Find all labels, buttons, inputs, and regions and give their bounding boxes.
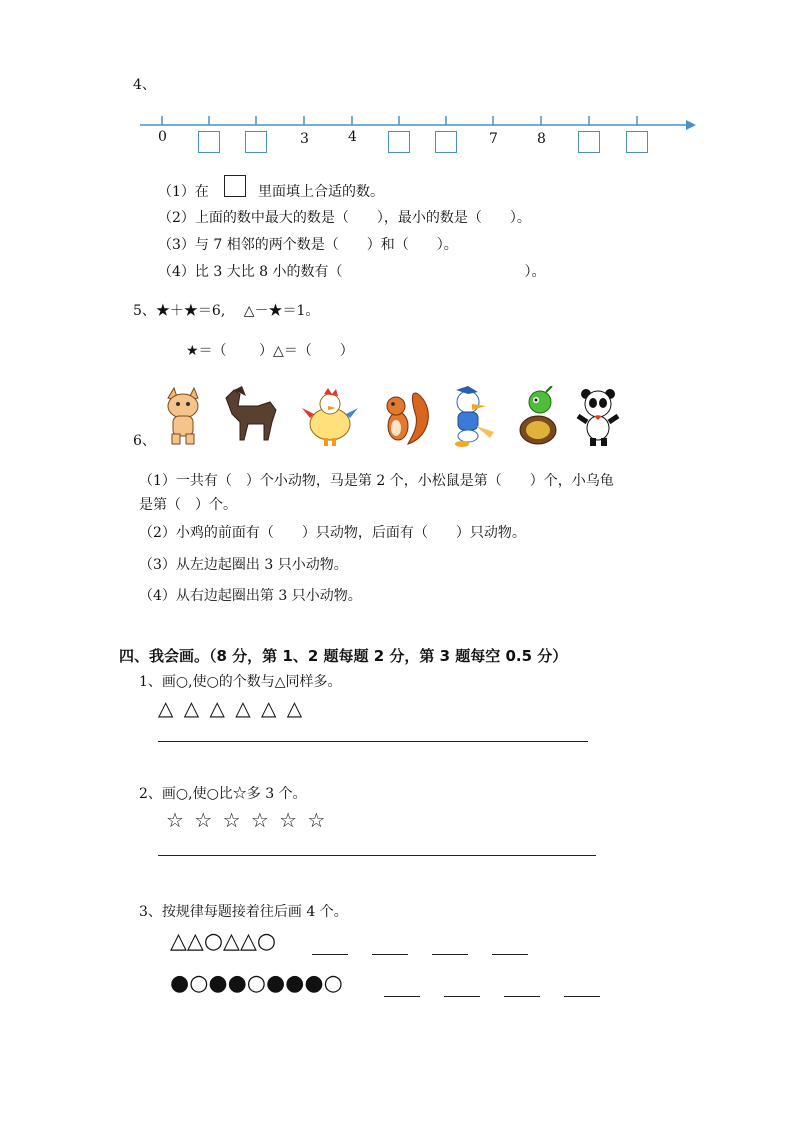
q4-sub1-prefix: （1）在: [158, 184, 209, 200]
q6-sub2: （2）小鸡的前面有（ ）只动物，后面有（ ）只动物。: [139, 525, 526, 541]
q4-number: 4、: [133, 77, 156, 93]
s4-q3-row2-blank[interactable]: [504, 996, 540, 997]
rooster-icon: [300, 386, 360, 448]
s4-q3-row1-blank[interactable]: [312, 954, 348, 955]
q6-number: 6、: [133, 433, 156, 449]
tick-label-0: 0: [158, 129, 167, 145]
s4-q2-answer-line[interactable]: [158, 855, 596, 856]
q5-line2: ★＝（ ）△＝（ ）: [186, 343, 354, 359]
answer-box[interactable]: [626, 131, 648, 153]
s4-q3-row1-blank[interactable]: [372, 954, 408, 955]
duck-icon: [446, 386, 502, 448]
s4-q3-row1-blank[interactable]: [432, 954, 468, 955]
tick-label-3: 3: [300, 131, 309, 147]
s4-q3-row1-pattern: △△○△△○: [170, 929, 277, 954]
q6-sub1a: （1）一共有（ ）个小动物，马是第 2 个，小松鼠是第（ ）个，小乌龟: [139, 473, 614, 489]
q4-sub4: （4）比 3 大比 8 小的数有（ ）。: [158, 264, 546, 280]
s4-q1-text: 1、画○,使○的个数与△同样多。: [139, 674, 342, 690]
q4-sub3: （3）与 7 相邻的两个数是（ ）和（ ）。: [158, 237, 458, 253]
q6-sub1b: 是第（ ）个。: [139, 497, 237, 513]
q5-line1: 5、★＋★＝6, △－★＝1。: [133, 303, 320, 319]
squirrel-icon: [378, 386, 434, 448]
panda-icon: [574, 386, 624, 448]
answer-box[interactable]: [245, 131, 267, 153]
s4-q1-triangles: △ △ △ △ △ △: [158, 696, 305, 720]
q6-sub4: （4）从右边起圈出第 3 只小动物。: [139, 588, 362, 604]
tick-label-7: 7: [489, 131, 498, 147]
empty-box-sample: [224, 175, 246, 197]
tick-label-8: 8: [537, 131, 546, 147]
q4-sub2: （2）上面的数中最大的数是（ ），最小的数是（ ）。: [158, 210, 531, 226]
q4-sub1-suffix: 里面填上合适的数。: [258, 184, 384, 200]
answer-box[interactable]: [578, 131, 600, 153]
tick-label-4: 4: [348, 129, 357, 145]
s4-q3-row2-blank[interactable]: [444, 996, 480, 997]
s4-q2-text: 2、画○,使○比☆多 3 个。: [139, 786, 307, 802]
q6-sub3: （3）从左边起圈出 3 只小动物。: [139, 557, 348, 573]
s4-q2-stars: ☆ ☆ ☆ ☆ ☆ ☆: [166, 808, 328, 832]
s4-q3-row2-blank[interactable]: [384, 996, 420, 997]
horse-icon: [218, 384, 284, 446]
s4-q3-text: 3、按规律每题接着往后画 4 个。: [139, 904, 348, 920]
s4-q3-row2-pattern: ●○●●○●●●○: [170, 971, 343, 996]
section4-heading: 四、我会画。（8 分，第 1、2 题每题 2 分，第 3 题每空 0.5 分）: [119, 647, 568, 665]
s4-q3-row1-blank[interactable]: [492, 954, 528, 955]
answer-box[interactable]: [198, 131, 220, 153]
cat-icon: [158, 386, 208, 448]
answer-box[interactable]: [388, 131, 410, 153]
turtle-icon: [514, 386, 564, 448]
number-line: [0, 0, 794, 200]
answer-box[interactable]: [435, 131, 457, 153]
s4-q3-row2-blank[interactable]: [564, 996, 600, 997]
s4-q1-answer-line[interactable]: [158, 741, 588, 742]
